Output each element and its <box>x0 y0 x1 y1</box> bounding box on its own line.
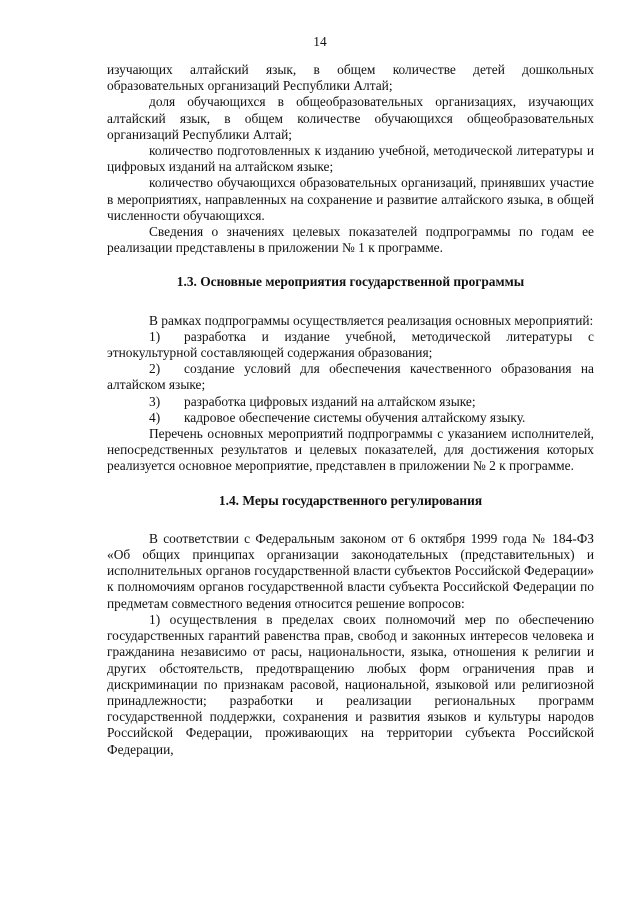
paragraph: изучающих алтайский язык, в общем количестве детей дошкольных образовательных организаций Республики Алтай; <box>107 62 594 94</box>
paragraph: количество подготовленных к изданию учебной, методической литературы и цифровых изданий на алтайском языке; <box>107 143 594 175</box>
page-body <box>107 62 594 758</box>
paragraph: Сведения о значениях целевых показателей подпрограммы по годам ее реализации представлены в приложении № 1 к программе. <box>107 224 594 256</box>
list-item-number: 4) <box>149 409 161 425</box>
list-item-number: 2) <box>149 361 161 377</box>
list-item-text: кадровое обеспечение системы обучения алтайскому языку. <box>184 409 526 425</box>
paragraph: количество обучающихся образовательных организаций, принявших участие в мероприятиях, направленных на сохранение и развитие алтайского языка, в общей численности обучающихся. <box>107 175 594 223</box>
section-heading: 1.3. Основные мероприятия государственной программы <box>176 274 525 290</box>
list-item <box>107 410 594 426</box>
paragraph: В рамках подпрограммы осуществляется реализация основных мероприятий: <box>149 312 594 328</box>
list-item <box>107 329 594 361</box>
list-item <box>107 361 594 393</box>
paragraph: В соответствии с Федеральным законом от 6 октября 1999 года № 184-ФЗ «Об общих принципах организации законодательных (представительных) и исполнительных органов государственной власти субъектов Российской Федерации» к полномочиям органов государственной власти субъекта Российской Федерации по предметам совместного ведения относится решение вопросов: <box>107 530 594 611</box>
list-item-text: разработка и издание учебной, методической литературы с этнокультурной составляющей содержания образования; <box>107 328 594 361</box>
list-item-number: 1) <box>149 328 161 344</box>
list-item-text: создание условий для обеспечения качественного образования на алтайском языке; <box>107 361 594 393</box>
paragraph: Перечень основных мероприятий подпрограммы с указанием исполнителей, непосредственных результатов и целевых показателей, для достижения которых реализуется основное мероприятие, представлен в приложении № 2 к программе. <box>107 426 594 474</box>
list-item-number: 3) <box>149 393 161 409</box>
list-item-text: разработка цифровых изданий на алтайском языке; <box>184 393 476 409</box>
list-item <box>107 394 594 410</box>
paragraph: 1) осуществления в пределах своих полномочий мер по обеспечению государственных гарантий равенства прав, свобод и законных интересов человека и гражданина независимо от расы, национальности, языка, отношения к религии и других обстоятельств, предотвращению любых форм ограничения прав и дискриминации по признакам расовой, национальной, языковой или религиозной принадлежности; разработки и реализации региональных программ государственной поддержки, сохранения и развития языков и культуры народов Российской Федерации, проживающих на территории субъекта Российской Федерации, <box>107 611 594 757</box>
section-heading: 1.4. Меры государственного регулирования <box>218 492 483 508</box>
page-number: 14 <box>313 34 327 49</box>
paragraph: доля обучающихся в общеобразовательных организациях, изучающих алтайский язык, в общем количестве обучающихся общеобразовательных организаций Республики Алтай; <box>107 94 594 142</box>
